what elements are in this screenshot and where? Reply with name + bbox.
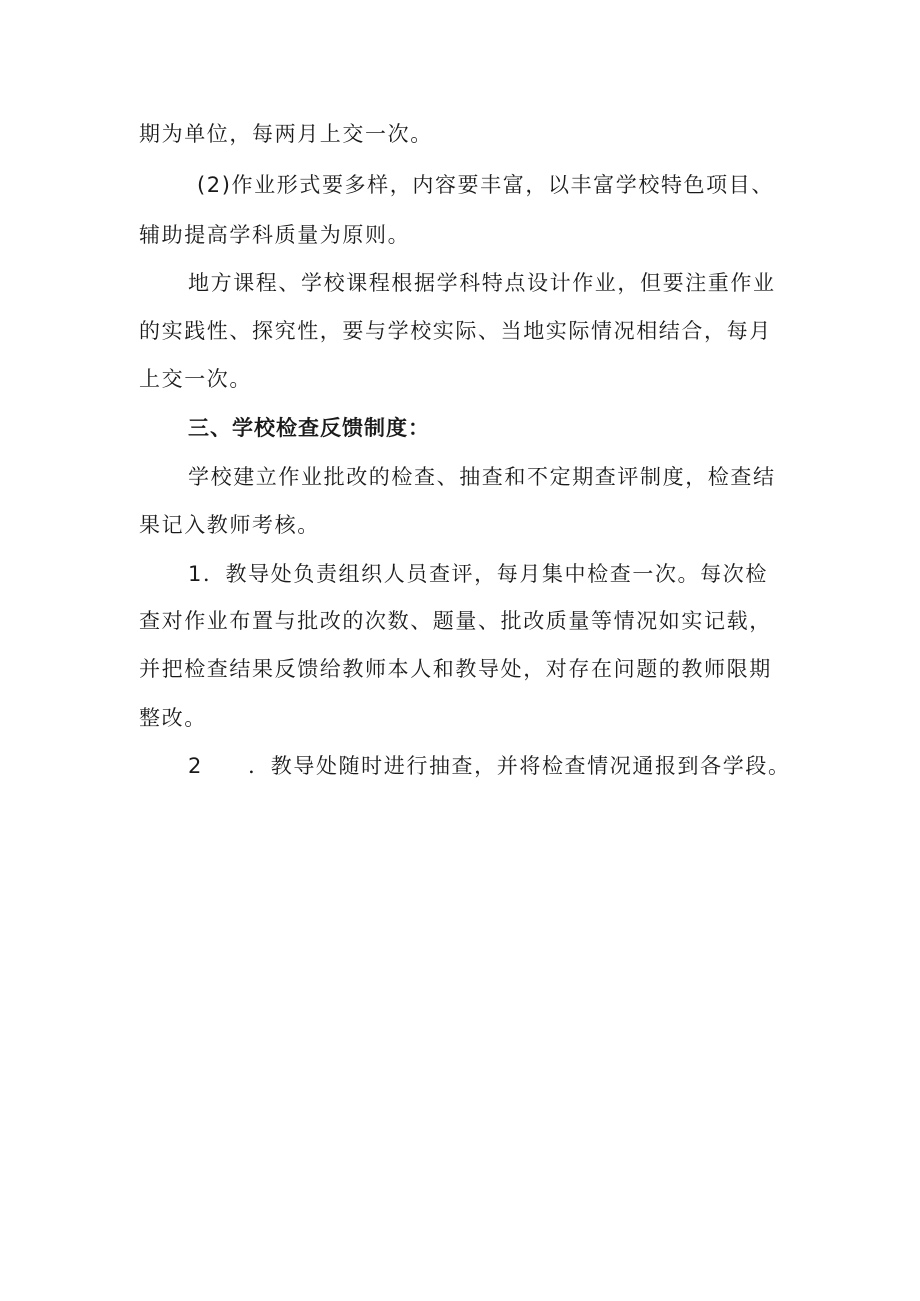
paragraph-line: 的实践性、探究性，要与学校实际、当地实际情况相结合，每月 (139, 319, 772, 343)
paragraph-line: 果记入教师考核。 (139, 513, 320, 537)
paragraph-line: 2 ．教导处随时进行抽查，并将检查情况通报到各学段。 (188, 754, 791, 778)
paragraph-line: 辅助提高学科质量为原则。 (139, 223, 411, 247)
paragraph-line: 并把检查结果反馈给教师本人和教导处，对存在问题的教师限期 (139, 657, 772, 681)
paragraph-line: 整改。 (139, 706, 207, 730)
paragraph-line: 期为单位，每两月上交一次。 (139, 122, 433, 146)
paragraph-line: (2)作业形式要多样，内容要丰富，以丰富学校特色项目、 (197, 173, 774, 197)
section-heading: 三、学校检查反馈制度： (188, 416, 430, 440)
paragraph-line: 查对作业布置与批改的次数、题量、批改质量等情况如实记载， (139, 609, 772, 633)
paragraph-line: 1．教导处负责组织人员查评，每月集中检查一次。每次检 (188, 562, 768, 586)
paragraph-line: 学校建立作业批改的检查、抽查和不定期查评制度，检查结 (188, 465, 776, 489)
paragraph-line: 上交一次。 (139, 367, 252, 391)
paragraph-line: 地方课程、学校课程根据学科特点设计作业，但要注重作业 (188, 271, 776, 295)
